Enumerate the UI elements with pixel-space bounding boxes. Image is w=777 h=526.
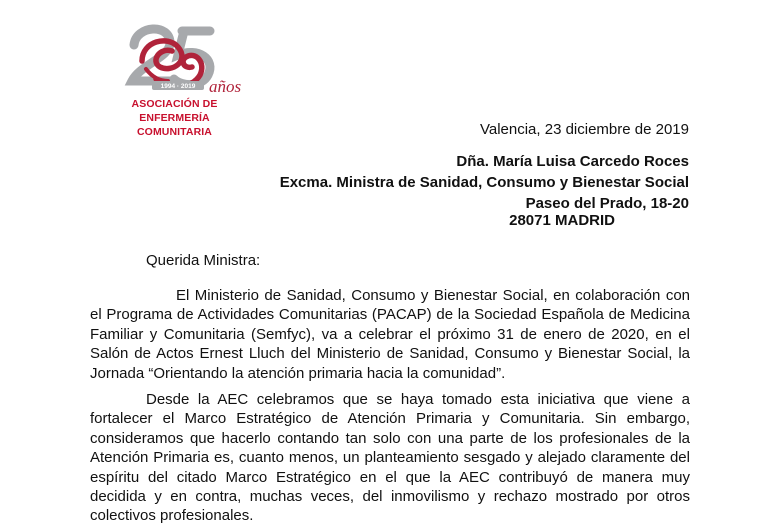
- organization-name-line2: ENFERMERÍA COMUNITARIA: [137, 112, 212, 138]
- recipient-city: 28071 MADRID: [509, 212, 615, 229]
- logo-years-range: 1994 · 2019: [160, 83, 196, 90]
- organization-logo: [112, 17, 242, 138]
- organization-name-line1: ASOCIACIÓN DE: [131, 98, 218, 110]
- recipient-street: Paseo del Prado, 18-20: [525, 195, 689, 212]
- logo-years-label: años: [209, 77, 242, 96]
- body-paragraph-2: Desde la AEC celebramos que se haya tomado esta iniciativa que viene a fortalecer el Marco Estratégico de Atención Primaria y Comunitaria. Sin embargo, consideramos que hacerlo contando tan solo con una parte de los profesionales de la Atención Primaria es, cuanto menos, un planteamiento sesgado y alejado claramente del espíritu del citado Marco Estratégico en el que la AEC contribuyó de manera muy decidida y en contra, muchas veces, del inmovilismo y rechazo mostrado por otros colectivos profesionales.: [90, 391, 690, 525]
- letter-date: Valencia, 23 diciembre de 2019: [479, 121, 689, 138]
- body-paragraph-1: El Ministerio de Sanidad, Consumo y Bienestar Social, en colaboración con el Programa de Actividades Comunitarias (PACAP) de la Sociedad Española de Medicina Familiar y Comunitaria (Semfyc), va a celebrar el próximo 31 de enero de 2020, en el Salón de Actos Ernest Lluch del Ministerio de Sanidad, Consumo y Bienestar Social, la Jornada “Orientando la atención primaria hacia la comunidad”.: [90, 287, 690, 382]
- salutation: Querida Ministra:: [146, 252, 261, 269]
- recipient-title: Excma. Ministra de Sanidad, Consumo y Bienestar Social: [279, 174, 689, 191]
- recipient-name: Dña. María Luisa Carcedo Roces: [456, 153, 689, 170]
- organization-name: [112, 97, 237, 139]
